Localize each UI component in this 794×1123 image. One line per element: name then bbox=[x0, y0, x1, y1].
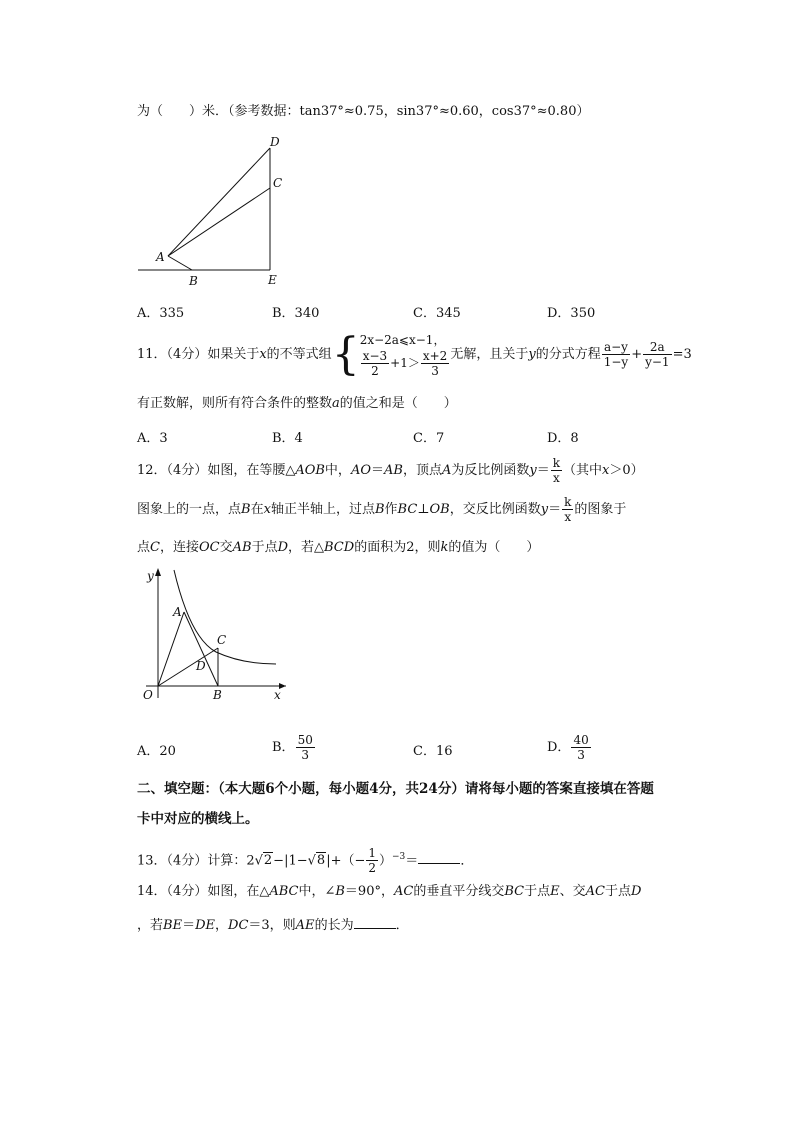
q11-option-b: B．4 bbox=[272, 431, 303, 446]
q11-option-a: A．3 bbox=[137, 431, 168, 446]
q13-answer-blank bbox=[418, 849, 460, 864]
q11-stem-line2: 有正数解，则所有符合条件的整数a的值之和是（ ） bbox=[137, 396, 457, 411]
label-A: A bbox=[173, 605, 182, 619]
q12-stem-line2: 图象上的一点，点B在x轴正半轴上，过点B作BC⊥OB，交反比例函数y＝ $\frac{k}{x}$ 的图象于 bbox=[137, 495, 627, 524]
q11-inequality-1: 2x−2a⩽x−1， bbox=[359, 333, 446, 347]
q11-option-c: C．7 bbox=[413, 431, 445, 446]
q10-option-a: A．335 bbox=[137, 306, 185, 321]
q13-stem: 13．（4分）计算：2√2−|1−√8|+（− $\frac{1}{2}$ ）$^{-3}$＝ ． bbox=[137, 846, 474, 876]
q11-stem-line1: 11．（4分）如果关于x的不等式组{ 2x−2a⩽x−1， $\frac{x-3}{2}$ +1＞ $\frac{x+2}{3}$ 无解，且关于y的分式方程 $\frac{a-y}{1-y}$ + $\frac{2a}{y-1}$ =3 bbox=[137, 328, 692, 380]
q10-stem-tail: 为（ ）米．（参考数据：tan37°≈0.75，sin37°≈0.60，cos37°≈0.80） bbox=[137, 104, 590, 119]
q11-fraction-1: $\frac{a-y}{1-y}$ bbox=[603, 340, 629, 369]
q12-stem-line1: 12．（4分）如图，在等腰△AOB中，AO＝AB，顶点A为反比例函数y＝ $\frac{k}{x}$ （其中x＞0） bbox=[137, 456, 644, 485]
q12-option-c: C．16 bbox=[413, 744, 453, 759]
label-D: D bbox=[196, 659, 206, 673]
q12-figure bbox=[138, 564, 298, 704]
label-C: C bbox=[217, 633, 227, 647]
q10-option-d: D．350 bbox=[547, 306, 596, 321]
q12-stem-line3: 点C，连接OC交AB于点D，若△BCD的面积为2，则k的值为（ ） bbox=[137, 540, 540, 555]
section-2-heading-line1: 二、填空题：（本大题6个小题，每小题4分，共24分）请将每小题的答案直接填在答题 bbox=[137, 781, 654, 797]
q14-answer-blank bbox=[354, 914, 396, 929]
q14-stem-line2: ，若BE＝DE，DC＝3，则AE的长为 ． bbox=[137, 914, 409, 936]
q12-option-a: A．20 bbox=[137, 744, 176, 759]
axis-label-y: y bbox=[147, 569, 154, 583]
q11-option-d: D．8 bbox=[547, 431, 579, 446]
label-E: E bbox=[268, 273, 277, 287]
label-A: A bbox=[156, 250, 165, 264]
label-B: B bbox=[213, 688, 222, 702]
q10-option-b: B．340 bbox=[272, 306, 320, 321]
q11-fraction-2: $\frac{2a}{y-1}$ bbox=[645, 340, 670, 369]
label-C: C bbox=[273, 176, 283, 190]
q10-figure bbox=[130, 130, 300, 290]
section-2-heading-line2: 卡中对应的横线上。 bbox=[137, 811, 259, 827]
q10-option-c: C．345 bbox=[413, 306, 461, 321]
q12-option-b: B． $\frac{50}{3}$ bbox=[272, 733, 313, 762]
label-D: D bbox=[270, 135, 280, 149]
label-O: O bbox=[143, 688, 153, 702]
axis-label-x: x bbox=[274, 688, 281, 702]
q11-inequality-2: $\frac{x-3}{2}$ +1＞ $\frac{x+2}{3}$ bbox=[362, 349, 448, 378]
q14-stem-line1: 14．（4分）如图，在△ABC中，∠B＝90°，AC的垂直平分线交BC于点E、交AC于点D bbox=[137, 884, 642, 899]
label-B: B bbox=[189, 274, 198, 288]
q12-option-d: D． $\frac{40}{3}$ bbox=[547, 733, 589, 762]
